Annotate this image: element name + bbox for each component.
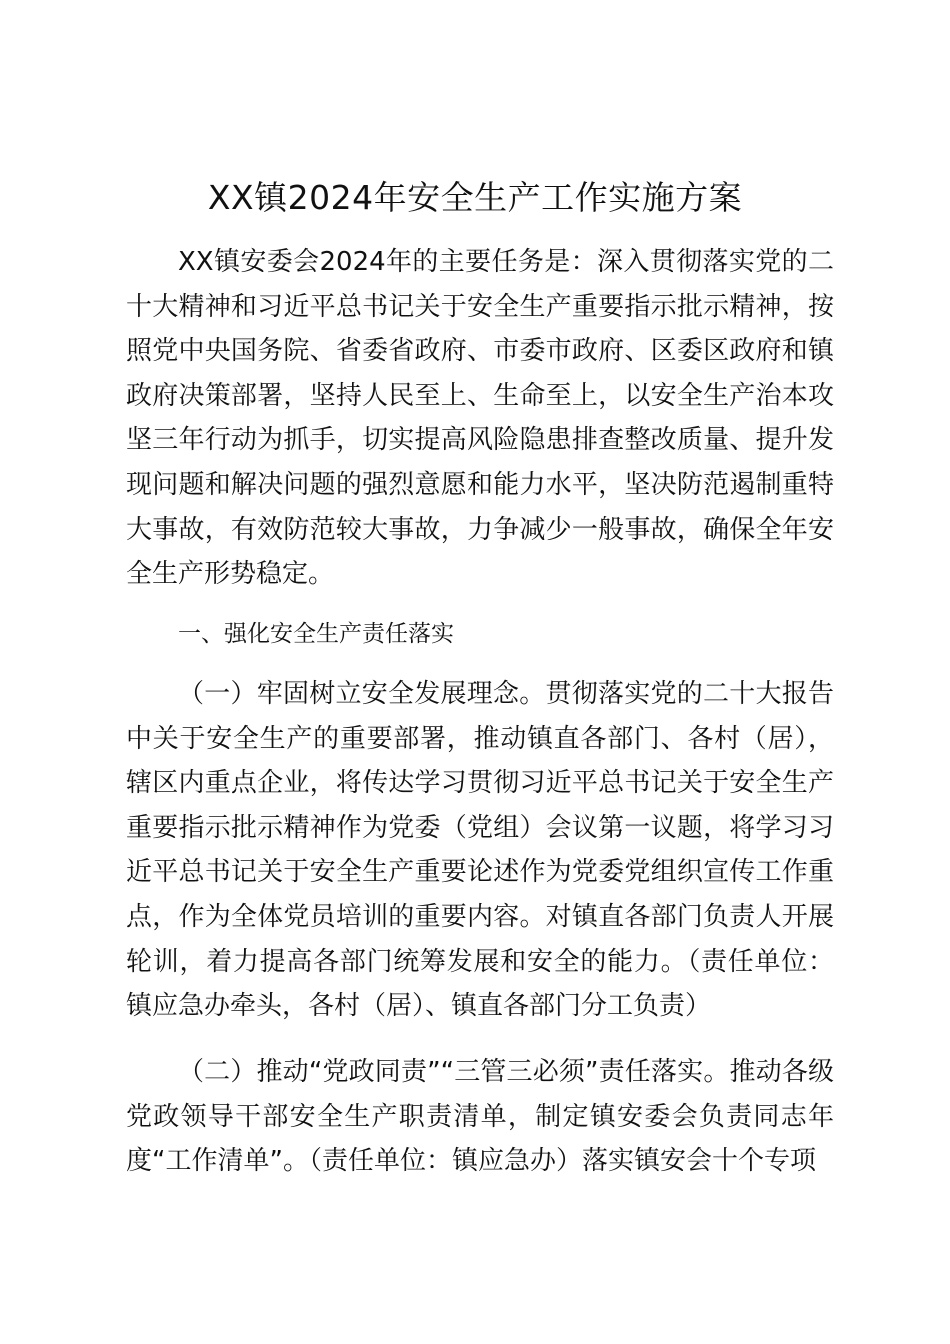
section-heading: 一、强化安全生产责任落实 [178,621,454,647]
item-1-paragraph: （一）牢固树立安全发展理念。贯彻落实党的二十大报告中关于安全生产的重要部署，推动镇直各部门、各村（居），辖区内重点企业，将传达学习贯彻习近平总书记关于安全生产重要指示批示精神作为党委（党组）会议第一议题，将学习习近平总书记关于安全生产重要论述作为党委党组织宣传工作重点，作为全体党员培训的重要内容。对镇直各部门负责人开展轮训，着力提高各部门统筹发展和安全的能力。（责任单位：镇应急办牵头，各村（居）、镇直各部门分工负责） [126,679,834,1022]
item-2-paragraph: （二）推动“党政同责”“三管三必须”责任落实。推动各级党政领导干部安全生产职责清单，制定镇安委会负责同志年度“工作清单”。（责任单位：镇应急办）落实镇安会十个专项 [126,1057,834,1177]
intro-paragraph: XX镇安委会2024年的主要任务是：深入贯彻落实党的二十大精神和习近平总书记关于安全生产重要指示批示精神，按照党中央国务院、省委省政府、市委市政府、区委区政府和镇政府决策部署，坚持人民至上、生命至上，以安全生产治本攻坚三年行动为抓手，切实提高风险隐患排查整改质量、提升发现问题和解决问题的强烈意愿和能力水平，坚决防范遏制重特大事故，有效防范较大事故，力争减少一般事故，确保全年安全生产形势稳定。 [126,247,834,590]
document-title: XX镇2024年安全生产工作实施方案 [207,178,743,217]
